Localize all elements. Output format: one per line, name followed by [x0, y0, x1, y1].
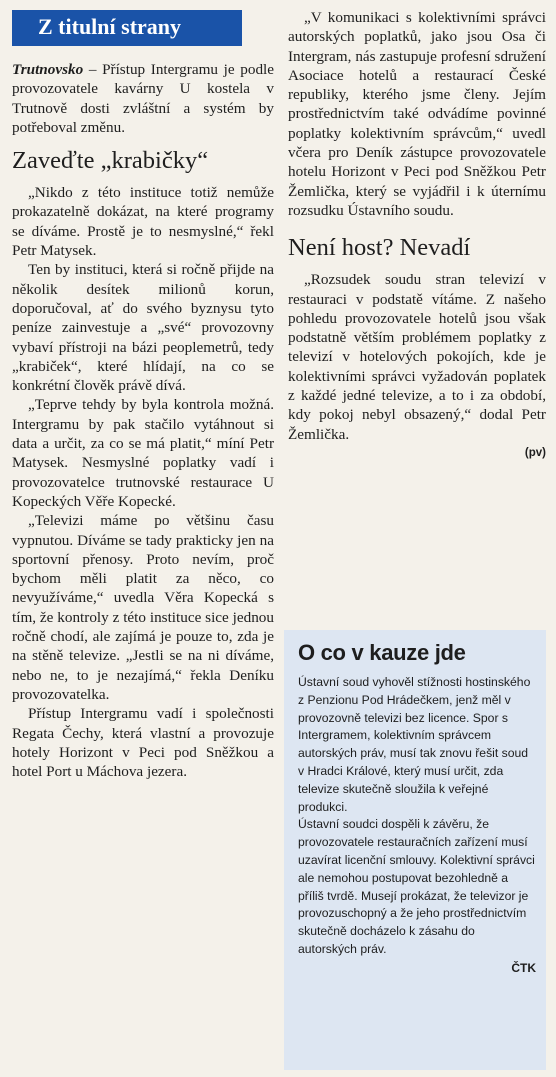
- lead-place: Trutnovsko: [12, 61, 84, 78]
- right-column: [288, 8, 546, 459]
- agency-credit: ČTK: [511, 960, 536, 975]
- subheading-krabicky: Zaveďte „krabičky“: [12, 147, 209, 175]
- body-paragraph: „Televizi máme po většinu času vypnutou. Díváme se tady prakticky jen na sportovní přenosy. Proto nevím, proč bychom měli platit za něco, co nevyužíváme,“ uvedla Věra Kopecká s tím, že kontroly z této instituce sice jednou ročně chodí, ale zajímá je pouze to, zda je na stěně televize. „Jestli se na ni díváme, nebo ne, to je nezajímá,“ řekla Deníku provozovatelka.: [12, 512, 274, 703]
- lead-text: – Přístup Intergramu je podle provozovatele kavárny U kostela v Trutnově dosti zvláštní a systém by potřeboval změnu.: [12, 61, 274, 136]
- left-column: [12, 10, 274, 781]
- body-paragraph: Ten by instituci, která si ročně přijde na několik desítek milionů korun, doporučoval, ať do svého byznysu tyto peníze zainvestuje a „své“ provozovny vybaví přístroji na bázi peoplemetrů, tedy „krabiček“, které hlídají, na co se konkrétní člověk právě dívá.: [12, 261, 274, 395]
- section-banner: Z titulní strany: [12, 10, 242, 46]
- body-paragraph: Přístup Intergramu vadí i společnosti Regata Čechy, která vlastní a provozuje hotely Horizont v Peci pod Sněžkou a hotel Port u Máchova jezera.: [12, 705, 274, 781]
- byline-row: [288, 444, 546, 459]
- body-paragraph: „Rozsudek soudu stran televizí v restauraci v podstatě vítáme. Z našeho pohledu provozovatele hotelů jsou však podstatně větším problémem poplatky z televizí v hotelových pokojích, kde je kolektivními správci vyžadován poplatek z každé jedné televize, a to i za období, kdy pokoj nebyl obsazený,“ dodal Petr Žemlička.: [288, 271, 546, 443]
- lead-paragraph: [12, 60, 274, 137]
- body-paragraph: „V komunikaci s kolektivními správci autorských poplatků, jako jsou Osa či Intergram, nás zastupuje profesní sdružení Asociace hotelů a restaurací České republiky, kterého jsme členy. Jejím prostřednictvím také odvádíme povinné poplatky kolektivním správcům,“ uvedl včera pro Deník zástupce provozovatele hotelu Horizont v Peci pod Sněžkou Petr Žemlička, který se vyjádřil i k úternímu rozsudku Ústavního soudu.: [288, 9, 546, 219]
- subheading-neni-host: Není host? Nevadí: [288, 234, 471, 262]
- info-box-title: O co v kauze jde: [298, 640, 466, 665]
- info-box: [284, 630, 546, 1070]
- agency-row: [298, 959, 536, 975]
- body-paragraph: „Teprve tehdy by byla kontrola možná. Intergramu by pak stačilo vytáhnout si data a určit, za co se má platit,“ míní Petr Matysek. Nesmyslné poplatky vadí i provozovatelce trutnovské restaurace U Kopeckých Věře Kopecké.: [12, 396, 274, 510]
- body-paragraph: „Nikdo z této instituce totiž nemůže prokazatelně dokázat, na které programy se díváme. Prostě je to nesmyslné,“ řekl Petr Matysek.: [12, 184, 274, 260]
- author-byline: (pv): [524, 446, 546, 459]
- info-box-paragraph: Ústavní soudci dospěli k závěru, že provozovatele restauračních zařízení musí uzavírat licenční smlouvy. Kolektivní správci ale nemohou postupovat bezohledně a příliš tvrdě. Musejí prokázat, že televizor je provozuschopný a že jeho prostřednictvím skutečně docházelo k zásahu do autorských práv.: [298, 817, 535, 956]
- info-box-paragraph: Ústavní soud vyhověl stížnosti hostinského z Penzionu Pod Hrádečkem, jenž měl v provozovně televizi bez licence. Spor s Intergramem, kolektivním správcem autorských práv, musí tak znovu řešit soud v Hradci Králové, který musí určit, zda televize skutečně sloužila k veřejné produkci.: [298, 675, 531, 814]
